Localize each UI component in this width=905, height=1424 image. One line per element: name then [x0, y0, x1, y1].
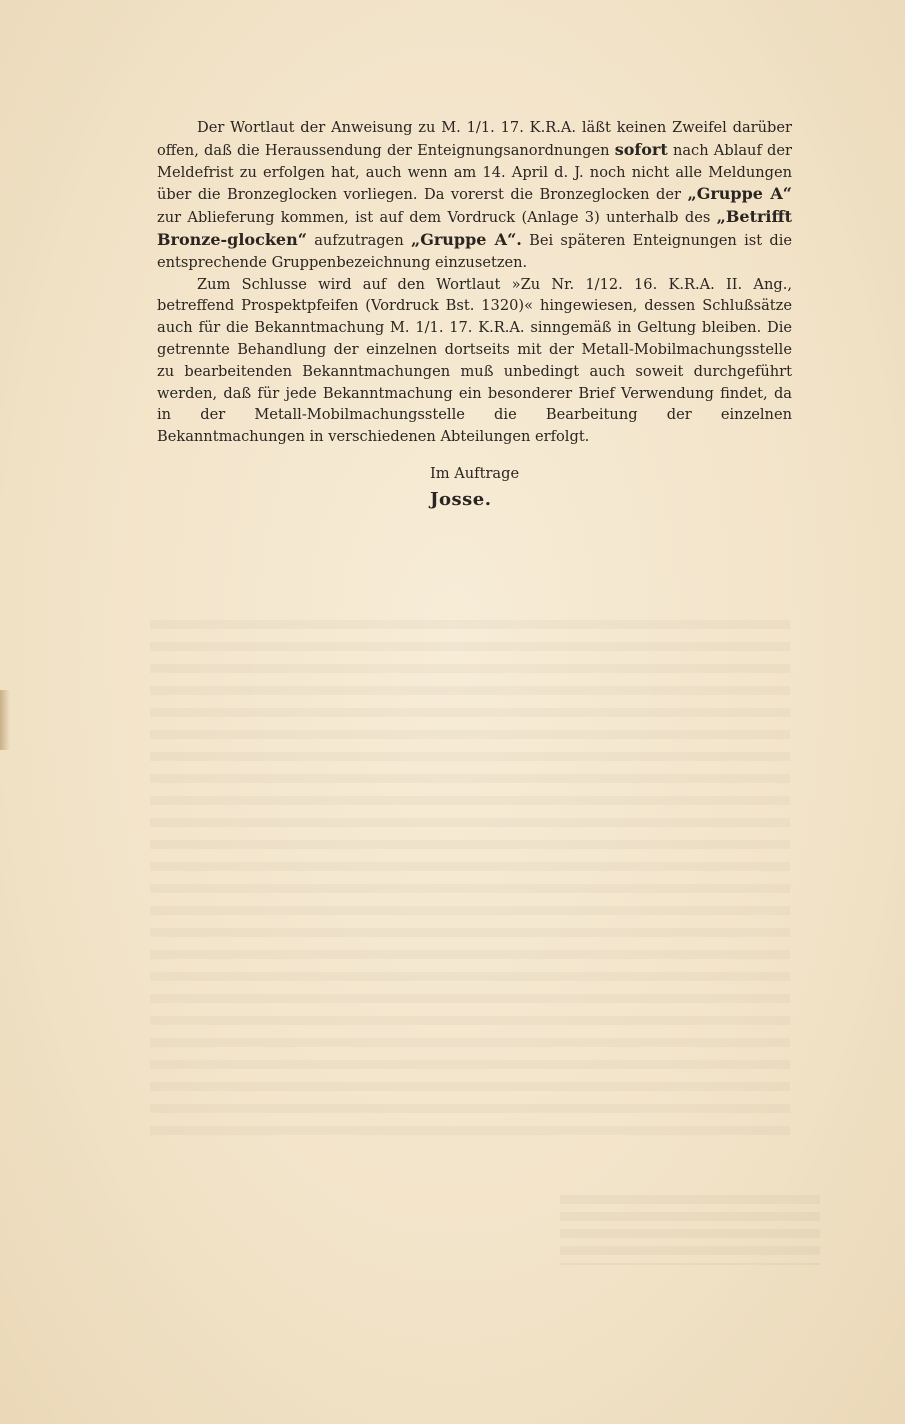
- paragraph-1-text-a: Der Wortlaut der Anweisung zu M. 1/1. 17. K.R.A. läßt keinen Zweifel darüber offen, daß die Heraussendung der Enteignungsanordnungen: [157, 119, 792, 159]
- emphasis-sofort: sofort: [614, 139, 668, 159]
- paragraph-1-text-e: Bei späteren Enteignungen ist die entsprechende Gruppenbezeichnung einzusetzen.: [157, 231, 792, 271]
- reverse-side-bleed-through: [150, 620, 790, 1140]
- paper-fold-mark: [0, 690, 10, 750]
- emphasis-gruppe-a-2: „Gruppe A“.: [410, 229, 522, 249]
- paragraph-1-text-c: zur Ablieferung kommen, ist auf dem Vordruck (Anlage 3) unterhalb des: [157, 209, 717, 227]
- paragraph-1-text-b: nach Ablauf der Meldefrist zu erfolgen hat, auch wenn am 14. April d. J. noch nicht alle Meldungen über die Bronzeglocken vorliegen. Da vorerst die Bronzeglocken der: [157, 141, 793, 204]
- reverse-side-bleed-footer: [560, 1195, 820, 1265]
- signature-block: [430, 463, 630, 515]
- signature-name: Josse.: [430, 489, 492, 510]
- signature-im-auftrage: Im Auftrage: [430, 465, 520, 482]
- letter-body: [157, 117, 792, 448]
- paragraph-2: Zum Schlusse wird auf den Wortlaut »Zu Nr. 1/12. 16. K.R.A. II. Ang., betreffend Prospektpfeifen (Vordruck Bst. 1320)« hingewiesen, dessen Schlußsätze auch für die Bekanntmachung M. 1/1. 17. K.R.A. sinngemäß in Geltung bleiben. Die getrennte Behandlung der einzelnen dortseits mit der Metall-Mobilmachungsstelle zu bearbeitenden Bekanntmachungen muß unbedingt auch soweit durchgeführt werden, daß für jede Bekanntmachung ein besonderer Brief Verwendung findet, da in der Metall-Mobilmachungsstelle die Bearbeitung der einzelnen Bekanntmachungen in verschiedenen Abteilungen erfolgt.: [157, 275, 792, 446]
- emphasis-gruppe-a: „Gruppe A“: [687, 184, 793, 204]
- emphasis-betrifft-bronzeglocken: „Betrifft Bronze-glocken“: [157, 207, 792, 249]
- paragraph-1-text-d: aufzutragen: [306, 231, 411, 249]
- paragraph-1: [157, 117, 792, 274]
